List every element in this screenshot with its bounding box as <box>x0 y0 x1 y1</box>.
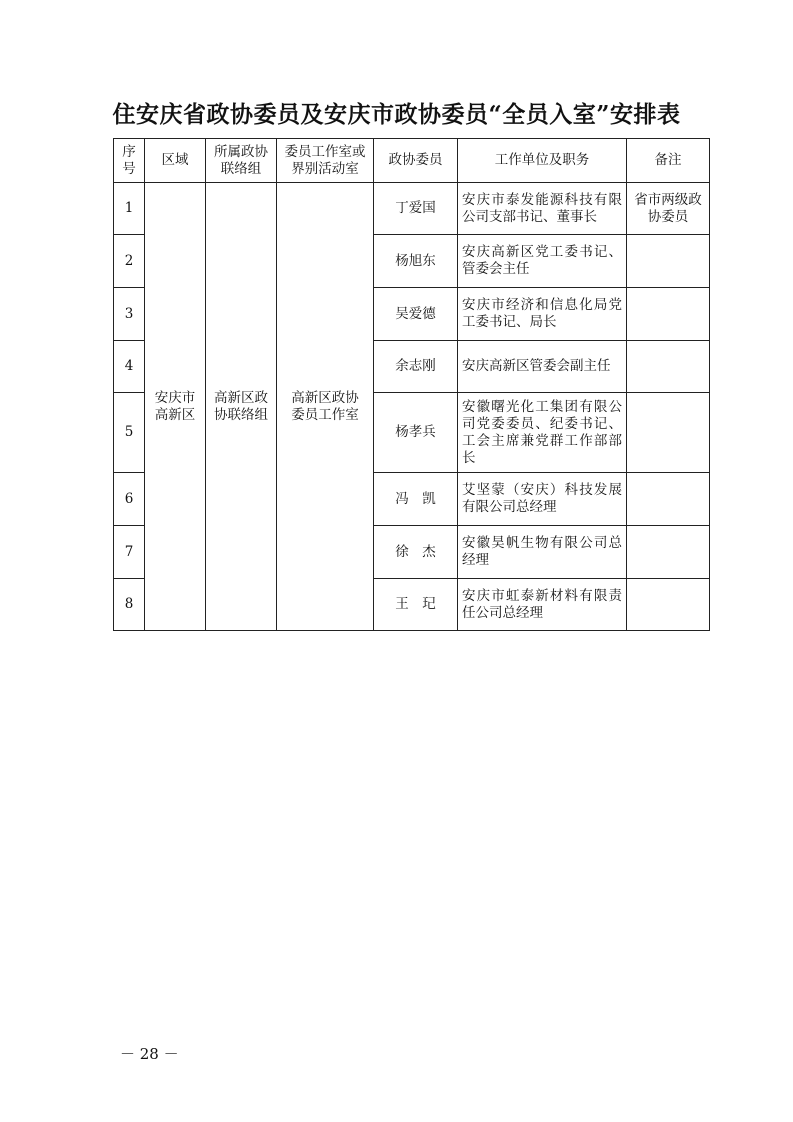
header-studio-line2: 界别活动室 <box>291 160 359 177</box>
row-note <box>627 341 710 393</box>
row-member: 杨旭东 <box>374 235 458 288</box>
row-work: 艾坚蒙（安庆）科技发展有限公司总经理 <box>458 473 627 526</box>
row-work: 安徽昊帆生物有限公司总经理 <box>458 526 627 579</box>
row-seq: 1 <box>114 183 145 235</box>
row-note <box>627 579 710 631</box>
row-seq: 5 <box>114 393 145 473</box>
row-work: 安庆市泰发能源科技有限公司支部书记、董事长 <box>458 183 627 235</box>
row-note <box>627 393 710 473</box>
row-note <box>627 288 710 341</box>
row-note <box>627 235 710 288</box>
row-work: 安庆高新区管委会副主任 <box>458 341 627 393</box>
page-title: 住安庆省政协委员及安庆市政协委员“全员入室”安排表 <box>112 101 681 128</box>
row-seq: 2 <box>114 235 145 288</box>
region-cell <box>145 183 206 631</box>
row-member: 杨孝兵 <box>374 393 458 473</box>
header-work: 工作单位及职务 <box>458 139 627 183</box>
row-work: 安徽曙光化工集团有限公司党委委员、纪委书记、工会主席兼党群工作部部长 <box>458 393 627 473</box>
header-studio <box>277 139 374 183</box>
row-note: 省市两级政协委员 <box>627 183 710 235</box>
table-row <box>114 183 710 235</box>
header-row <box>114 139 710 183</box>
row-member: 余志刚 <box>374 341 458 393</box>
row-seq: 8 <box>114 579 145 631</box>
row-work: 安庆高新区党工委书记、管委会主任 <box>458 235 627 288</box>
header-group-line2: 联络组 <box>220 160 262 177</box>
page-number: － 28 － <box>120 1045 179 1063</box>
header-seq: 序号 <box>114 139 145 183</box>
group-line2: 协联络组 <box>214 406 268 423</box>
header-group <box>206 139 277 183</box>
row-seq: 6 <box>114 473 145 526</box>
row-work: 安庆市经济和信息化局党工委书记、局长 <box>458 288 627 341</box>
header-note: 备注 <box>627 139 710 183</box>
region-line2: 高新区 <box>154 406 196 423</box>
row-note <box>627 473 710 526</box>
header-region: 区域 <box>145 139 206 183</box>
row-seq: 3 <box>114 288 145 341</box>
row-note <box>627 526 710 579</box>
group-line1: 高新区政 <box>214 389 268 406</box>
row-seq: 4 <box>114 341 145 393</box>
row-work: 安庆市虹泰新材料有限责任公司总经理 <box>458 579 627 631</box>
row-member: 吴爱德 <box>374 288 458 341</box>
header-member: 政协委员 <box>374 139 458 183</box>
header-studio-line1: 委员工作室或 <box>284 143 366 160</box>
row-seq: 7 <box>114 526 145 579</box>
row-member: 冯 凯 <box>374 473 458 526</box>
row-member: 王 玘 <box>374 579 458 631</box>
row-member: 徐 杰 <box>374 526 458 579</box>
studio-line2: 委员工作室 <box>291 406 359 423</box>
header-group-line1: 所属政协 <box>214 143 268 160</box>
region-line1: 安庆市 <box>154 389 196 406</box>
group-cell <box>206 183 277 631</box>
studio-line1: 高新区政协 <box>291 389 359 406</box>
arrangement-table <box>113 138 710 631</box>
studio-cell <box>277 183 374 631</box>
row-member: 丁爱国 <box>374 183 458 235</box>
